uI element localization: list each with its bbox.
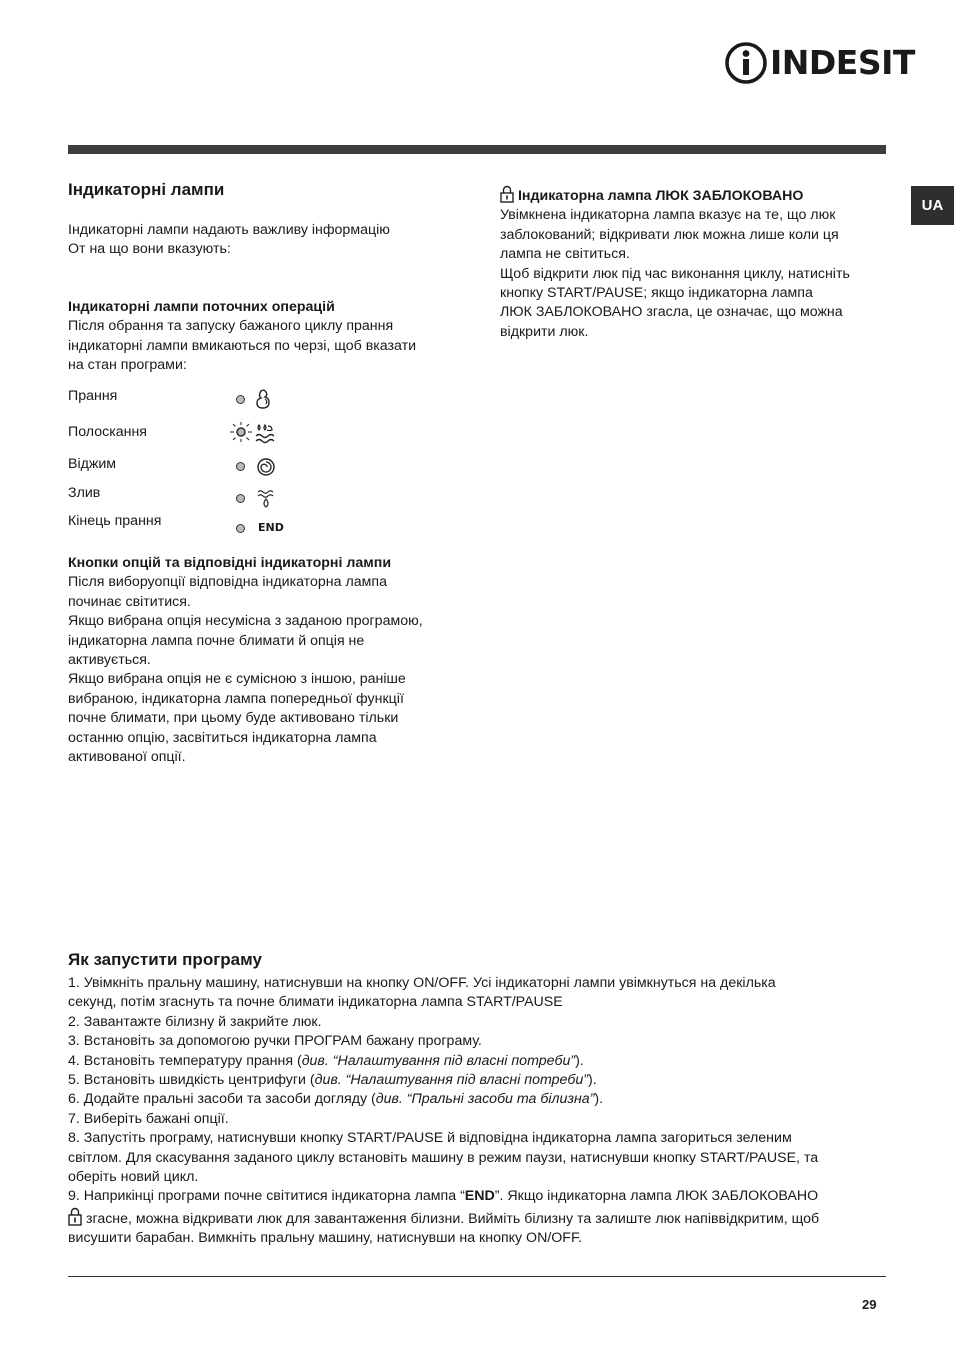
spin-icon — [256, 457, 276, 477]
phase-label-drain: Злив — [68, 485, 101, 501]
step-number: 2. — [68, 1013, 80, 1030]
brand-logo-icon — [724, 40, 768, 86]
door-lock-line: Увімкнена індикаторна лампа вказує на те, що люк — [500, 207, 836, 224]
phase-label-wash: Прання — [68, 388, 118, 404]
door-lock-line: кнопку START/PAUSE; якщо індикаторна лампа — [500, 285, 813, 302]
indicator-lamp — [236, 462, 245, 471]
step-9-cont — [68, 1207, 898, 1229]
step-text: Встановіть температуру прання ( — [83, 1052, 302, 1069]
indicator-lamp — [236, 524, 245, 533]
options-line: активується. — [68, 652, 151, 669]
blinking-lamp-icon — [228, 421, 254, 443]
door-lock-line: Щоб відкрити люк під час виконання циклу, натисніть — [500, 265, 850, 282]
step-text: Завантажте білизну й закрийте люк. — [83, 1013, 322, 1030]
step-reference: див. “Налаштування під власні потреби” — [301, 1052, 576, 1069]
step-6 — [68, 1090, 898, 1109]
options-line: останню опцію, засвітиться індикаторна лампа — [68, 729, 377, 746]
door-lock-line: ЛЮК ЗАБЛОКОВАНО згасла, це означає, що можна — [500, 304, 843, 321]
step-text: Запустіть програму, натиснувши кнопку START/PAUSE й відповідна індикаторна лампа загориться зеленим — [83, 1130, 792, 1147]
indicators-intro-line: От на що вони вказують: — [68, 241, 231, 258]
step-text: згасне, можна відкривати люк для завантаження білизни. Вийміть білизну та залиште люк напіввідкритим, щоб — [85, 1210, 820, 1227]
step-8-cont: світлом. Для скасування заданого циклу встановіть машину в режим паузи, натиснувши кнопку START/PAUSE, та — [68, 1149, 819, 1166]
indicator-lamp — [236, 494, 245, 503]
options-line: індикаторна лампа почне блимати й опція не — [68, 632, 365, 649]
end-label: END — [464, 1188, 495, 1205]
step-2 — [68, 1013, 898, 1032]
indicators-intro-line: Індикаторні лампи надають важливу інформацію — [68, 222, 390, 238]
step-text: Встановіть швидкість центрифуги ( — [83, 1072, 315, 1089]
wash-icon — [255, 388, 275, 412]
step-text: Наприкінці програми почне світитися індикаторна лампа “ — [83, 1188, 465, 1205]
options-line: вибраною, індикаторна лампа попередньої функції — [68, 690, 404, 707]
door-lock-line: відкрити люк. — [500, 323, 589, 340]
step-text: ”. Якщо індикаторна лампа ЛЮК ЗАБЛОКОВАНО — [494, 1188, 819, 1205]
brand-name: INDESIT — [770, 43, 915, 82]
step-1-cont: секунд, потім згаснуть та почне блимати індикаторна лампа START/PAUSE — [68, 994, 563, 1011]
current-ops-line: індикаторні лампи вмикаються по черзі, щоб вказати — [68, 337, 417, 354]
step-number: 9. — [68, 1188, 80, 1205]
step-text: Додайте пральні засоби та засоби догляду ( — [83, 1091, 376, 1108]
options-heading: Кнопки опцій та відповідні індикаторні лампи — [68, 555, 392, 571]
current-ops-line: Після обрання та запуску бажаного циклу прання — [68, 318, 394, 335]
door-lock-heading-row — [500, 185, 890, 206]
step-number: 1. — [68, 975, 80, 991]
door-lock-line: заблокований; відкривати люк можна лише коли ця — [500, 226, 839, 243]
rinse-icon — [255, 423, 277, 445]
step-8-cont: оберіть новий цикл. — [68, 1169, 199, 1186]
door-lock-line: лампа не світиться. — [500, 246, 630, 263]
step-number: 6. — [68, 1091, 80, 1108]
options-line: починає світитися. — [68, 593, 191, 610]
current-ops-line: на стан програми: — [68, 357, 187, 374]
phase-label-rinse: Полоскання — [68, 424, 147, 440]
step-text: Виберіть бажані опції. — [83, 1110, 229, 1127]
step-text: Встановіть за допомогою ручки ПРОГРАМ бажану програму. — [83, 1033, 482, 1050]
door-lock-heading: Індикаторна лампа ЛЮК ЗАБЛОКОВАНО — [517, 188, 804, 204]
step-number: 8. — [68, 1130, 80, 1147]
language-badge: UA — [911, 186, 954, 225]
step-9-cont: висушити барабан. Вимкніть пральну машину, натиснувши на кнопку ON/OFF. — [68, 1230, 583, 1247]
lock-icon — [68, 1207, 82, 1226]
step-3 — [68, 1032, 898, 1051]
start-steps — [68, 974, 898, 1249]
lock-icon — [500, 185, 514, 203]
start-title: Як запустити програму — [68, 950, 262, 969]
options-line: Після виборуопції відповідна індикаторна лампа — [68, 574, 387, 591]
drain-icon — [256, 487, 278, 511]
step-number: 3. — [68, 1033, 80, 1050]
indicator-lamp — [236, 395, 245, 404]
step-number: 5. — [68, 1072, 80, 1089]
step-9 — [68, 1187, 898, 1206]
indicators-title: Індикаторні лампи — [68, 180, 225, 199]
step-reference: див. “Пральні засоби та білизна” — [375, 1091, 595, 1108]
step-8 — [68, 1129, 898, 1148]
current-ops-heading: Індикаторні лампи поточних операцій — [68, 299, 335, 315]
options-line: Якщо вибрана опція не є сумісною з іншою, раніше — [68, 671, 406, 688]
step-text: Увімкніть пральну машину, натиснувши на кнопку ON/OFF. Усі індикаторні лампи увімкнуться на декілька — [83, 975, 776, 991]
page-number: 29 — [862, 1297, 877, 1312]
header-rule — [68, 145, 886, 154]
step-4 — [68, 1052, 898, 1071]
step-number: 4. — [68, 1052, 80, 1069]
step-text: ). — [575, 1052, 584, 1069]
step-1 — [68, 974, 898, 993]
phase-label-spin: Віджим — [68, 456, 117, 472]
options-line: Якщо вибрана опція несумісна з заданою програмою, — [68, 613, 423, 630]
step-text: ). — [594, 1091, 604, 1108]
step-5 — [68, 1071, 898, 1090]
options-line: почне блимати, при цьому буде активовано тільки — [68, 710, 399, 727]
step-7 — [68, 1110, 898, 1129]
phase-label-end: Кінець прання — [68, 513, 162, 529]
step-reference: див. “Налаштування під власні потреби” — [314, 1072, 589, 1089]
options-line: активованої опції. — [68, 749, 186, 766]
end-icon: END — [258, 521, 284, 534]
footer-rule — [68, 1276, 886, 1277]
step-number: 7. — [68, 1110, 80, 1127]
step-text: ). — [588, 1072, 597, 1089]
